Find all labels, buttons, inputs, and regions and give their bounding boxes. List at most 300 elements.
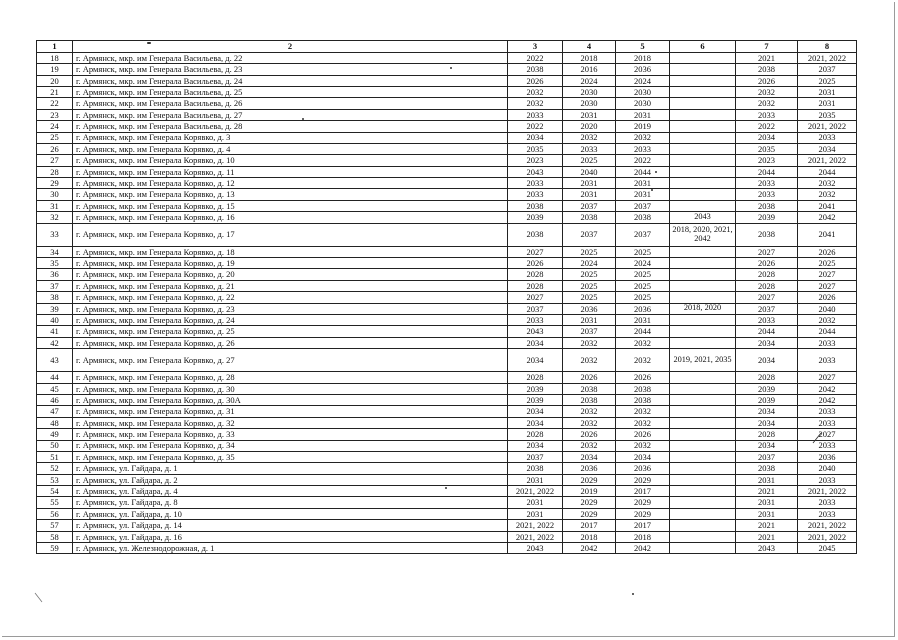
col3-cell: 2034 bbox=[508, 337, 563, 348]
address-cell: г. Армянск, ул. Гайдара, д. 1 bbox=[73, 463, 508, 474]
col3-cell: 2028 bbox=[508, 280, 563, 291]
col4-cell: 2030 bbox=[563, 98, 616, 109]
address-cell: г. Армянск, мкр. им Генерала Корявко, д. 25 bbox=[73, 326, 508, 337]
col3-cell: 2043 bbox=[508, 543, 563, 554]
address-cell: г. Армянск, мкр. им Генерала Корявко, д. 4 bbox=[73, 143, 508, 154]
header-cell-1: 1 bbox=[37, 41, 73, 53]
col8-cell: 2040 bbox=[798, 463, 857, 474]
table-row bbox=[37, 440, 857, 451]
col8-cell: 2042 bbox=[798, 394, 857, 405]
scan-speck bbox=[450, 67, 452, 69]
col5-cell: 2037 bbox=[616, 223, 670, 246]
row-number-cell: 40 bbox=[37, 315, 73, 326]
row-number-cell: 33 bbox=[37, 223, 73, 246]
col8-cell: 2031 bbox=[798, 86, 857, 97]
schedule-table bbox=[36, 40, 857, 554]
col6-cell bbox=[670, 52, 736, 63]
col3-cell: 2028 bbox=[508, 372, 563, 383]
col6-cell bbox=[670, 372, 736, 383]
table-row bbox=[37, 417, 857, 428]
table-row bbox=[37, 258, 857, 269]
col7-cell: 2038 bbox=[736, 223, 798, 246]
col8-cell: 2033 bbox=[798, 406, 857, 417]
col5-cell: 2032 bbox=[616, 440, 670, 451]
row-number-cell: 26 bbox=[37, 143, 73, 154]
col5-cell: 2034 bbox=[616, 451, 670, 462]
row-number-cell: 52 bbox=[37, 463, 73, 474]
col4-cell: 2036 bbox=[563, 463, 616, 474]
col7-cell: 2033 bbox=[736, 189, 798, 200]
table-row bbox=[37, 143, 857, 154]
row-number-cell: 20 bbox=[37, 75, 73, 86]
col7-cell: 2031 bbox=[736, 474, 798, 485]
col5-cell: 2025 bbox=[616, 269, 670, 280]
col4-cell: 2031 bbox=[563, 178, 616, 189]
col3-cell: 2043 bbox=[508, 326, 563, 337]
col8-cell: 2027 bbox=[798, 269, 857, 280]
col4-cell: 2038 bbox=[563, 394, 616, 405]
col3-cell: 2034 bbox=[508, 349, 563, 372]
col3-cell: 2038 bbox=[508, 64, 563, 75]
col5-cell: 2032 bbox=[616, 132, 670, 143]
col5-cell: 2031 bbox=[616, 109, 670, 120]
col5-cell: 2017 bbox=[616, 486, 670, 497]
col6-cell bbox=[670, 280, 736, 291]
address-cell: г. Армянск, ул. Гайдара, д. 16 bbox=[73, 531, 508, 542]
col4-cell: 2030 bbox=[563, 86, 616, 97]
row-number-cell: 30 bbox=[37, 189, 73, 200]
col8-cell: 2027 bbox=[798, 372, 857, 383]
table-row bbox=[37, 326, 857, 337]
col5-cell: 2025 bbox=[616, 246, 670, 257]
row-number-cell: 37 bbox=[37, 280, 73, 291]
col6-cell bbox=[670, 246, 736, 257]
col5-cell: 2024 bbox=[616, 75, 670, 86]
table-row bbox=[37, 383, 857, 394]
col8-cell: 2044 bbox=[798, 166, 857, 177]
col4-cell: 2025 bbox=[563, 155, 616, 166]
col8-cell: 2025 bbox=[798, 75, 857, 86]
table-row bbox=[37, 121, 857, 132]
col7-cell: 2037 bbox=[736, 303, 798, 314]
col8-cell: 2035 bbox=[798, 109, 857, 120]
col5-cell: 2036 bbox=[616, 463, 670, 474]
col4-cell: 2025 bbox=[563, 269, 616, 280]
col4-cell: 2034 bbox=[563, 451, 616, 462]
row-number-cell: 31 bbox=[37, 200, 73, 211]
row-number-cell: 39 bbox=[37, 303, 73, 314]
table-row bbox=[37, 246, 857, 257]
table-row bbox=[37, 372, 857, 383]
row-number-cell: 49 bbox=[37, 429, 73, 440]
table-row bbox=[37, 337, 857, 348]
row-number-cell: 19 bbox=[37, 64, 73, 75]
row-number-cell: 29 bbox=[37, 178, 73, 189]
row-number-cell: 23 bbox=[37, 109, 73, 120]
col3-cell: 2034 bbox=[508, 132, 563, 143]
table-row bbox=[37, 406, 857, 417]
col8-cell: 2026 bbox=[798, 292, 857, 303]
address-cell: г. Армянск, мкр. им Генерала Корявко, д. 26 bbox=[73, 337, 508, 348]
table-row bbox=[37, 64, 857, 75]
col5-cell: 2017 bbox=[616, 520, 670, 531]
table-row bbox=[37, 132, 857, 143]
table-row bbox=[37, 212, 857, 223]
col3-cell: 2034 bbox=[508, 440, 563, 451]
col4-cell: 2037 bbox=[563, 223, 616, 246]
col5-cell: 2036 bbox=[616, 303, 670, 314]
col3-cell: 2034 bbox=[508, 406, 563, 417]
col4-cell: 2031 bbox=[563, 109, 616, 120]
col6-cell bbox=[670, 75, 736, 86]
address-cell: г. Армянск, мкр. им Генерала Корявко, д. 18 bbox=[73, 246, 508, 257]
col4-cell: 2029 bbox=[563, 474, 616, 485]
col5-cell: 2029 bbox=[616, 474, 670, 485]
col5-cell: 2038 bbox=[616, 394, 670, 405]
table-row bbox=[37, 98, 857, 109]
address-cell: г. Армянск, мкр. им Генерала Васильева, д. 24 bbox=[73, 75, 508, 86]
col7-cell: 2028 bbox=[736, 280, 798, 291]
col3-cell: 2021, 2022 bbox=[508, 486, 563, 497]
col5-cell: 2032 bbox=[616, 406, 670, 417]
col7-cell: 2033 bbox=[736, 178, 798, 189]
address-cell: г. Армянск, мкр. им Генерала Корявко, д. 30 bbox=[73, 383, 508, 394]
address-cell: г. Армянск, ул. Гайдара, д. 10 bbox=[73, 508, 508, 519]
table-row bbox=[37, 109, 857, 120]
col5-cell: 2032 bbox=[616, 349, 670, 372]
address-cell: г. Армянск, мкр. им Генерала Корявко, д. 24 bbox=[73, 315, 508, 326]
col3-cell: 2037 bbox=[508, 303, 563, 314]
address-cell: г. Армянск, мкр. им Генерала Корявко, д. 15 bbox=[73, 200, 508, 211]
col3-cell: 2039 bbox=[508, 394, 563, 405]
col5-cell: 2019 bbox=[616, 121, 670, 132]
address-cell: г. Армянск, мкр. им Генерала Корявко, д. 17 bbox=[73, 223, 508, 246]
table-row bbox=[37, 303, 857, 314]
address-cell: г. Армянск, мкр. им Генерала Корявко, д. 20 bbox=[73, 269, 508, 280]
col5-cell: 2018 bbox=[616, 531, 670, 542]
col8-cell: 2027 bbox=[798, 429, 857, 440]
col5-cell: 2025 bbox=[616, 292, 670, 303]
col4-cell: 2040 bbox=[563, 166, 616, 177]
header-cell-5: 5 bbox=[616, 41, 670, 53]
table-row bbox=[37, 189, 857, 200]
row-number-cell: 27 bbox=[37, 155, 73, 166]
col7-cell: 2034 bbox=[736, 349, 798, 372]
col8-cell: 2037 bbox=[798, 64, 857, 75]
col6-cell bbox=[670, 143, 736, 154]
col5-cell: 2029 bbox=[616, 497, 670, 508]
col3-cell: 2043 bbox=[508, 166, 563, 177]
col4-cell: 2032 bbox=[563, 440, 616, 451]
scan-edge-mark bbox=[34, 592, 44, 604]
col7-cell: 2021 bbox=[736, 520, 798, 531]
col5-cell: 2036 bbox=[616, 64, 670, 75]
col3-cell: 2034 bbox=[508, 417, 563, 428]
col7-cell: 2037 bbox=[736, 451, 798, 462]
col7-cell: 2034 bbox=[736, 440, 798, 451]
address-cell: г. Армянск, мкр. им Генерала Корявко, д. 22 bbox=[73, 292, 508, 303]
col3-cell: 2038 bbox=[508, 463, 563, 474]
col6-cell bbox=[670, 474, 736, 485]
col4-cell: 2016 bbox=[563, 64, 616, 75]
address-cell: г. Армянск, мкр. им Генерала Васильева, д. 22 bbox=[73, 52, 508, 63]
row-number-cell: 35 bbox=[37, 258, 73, 269]
address-cell: г. Армянск, ул. Гайдара, д. 4 bbox=[73, 486, 508, 497]
table-row bbox=[37, 394, 857, 405]
table-row bbox=[37, 280, 857, 291]
table-row bbox=[37, 292, 857, 303]
col5-cell: 2026 bbox=[616, 429, 670, 440]
col8-cell: 2032 bbox=[798, 315, 857, 326]
scan-speck bbox=[302, 118, 304, 120]
col6-cell bbox=[670, 406, 736, 417]
col6-cell bbox=[670, 337, 736, 348]
col7-cell: 2033 bbox=[736, 109, 798, 120]
col7-cell: 2027 bbox=[736, 246, 798, 257]
col3-cell: 2035 bbox=[508, 143, 563, 154]
col6-cell bbox=[670, 508, 736, 519]
row-number-cell: 32 bbox=[37, 212, 73, 223]
row-number-cell: 24 bbox=[37, 121, 73, 132]
col5-cell: 2029 bbox=[616, 508, 670, 519]
table-row bbox=[37, 200, 857, 211]
address-cell: г. Армянск, мкр. им Генерала Корявко, д. 23 bbox=[73, 303, 508, 314]
table-row bbox=[37, 52, 857, 63]
address-cell: г. Армянск, ул. Гайдара, д. 14 bbox=[73, 520, 508, 531]
col5-cell: 2044 bbox=[616, 326, 670, 337]
table-row bbox=[37, 520, 857, 531]
row-number-cell: 34 bbox=[37, 246, 73, 257]
col7-cell: 2033 bbox=[736, 315, 798, 326]
col6-cell bbox=[670, 132, 736, 143]
row-number-cell: 22 bbox=[37, 98, 73, 109]
address-cell: г. Армянск, мкр. им Генерала Васильева, д. 26 bbox=[73, 98, 508, 109]
col6-cell: 2018, 2020 bbox=[670, 303, 736, 314]
row-number-cell: 36 bbox=[37, 269, 73, 280]
col8-cell: 2025 bbox=[798, 258, 857, 269]
table-row bbox=[37, 463, 857, 474]
row-number-cell: 53 bbox=[37, 474, 73, 485]
col6-cell bbox=[670, 417, 736, 428]
col7-cell: 2035 bbox=[736, 143, 798, 154]
col8-cell: 2033 bbox=[798, 440, 857, 451]
col8-cell: 2036 bbox=[798, 451, 857, 462]
address-cell: г. Армянск, ул. Гайдара, д. 2 bbox=[73, 474, 508, 485]
scan-speck bbox=[147, 42, 151, 44]
col8-cell: 2034 bbox=[798, 143, 857, 154]
col6-cell bbox=[670, 64, 736, 75]
col4-cell: 2025 bbox=[563, 292, 616, 303]
address-cell: г. Армянск, мкр. им Генерала Корявко, д. 28 bbox=[73, 372, 508, 383]
address-cell: г. Армянск, мкр. им Генерала Корявко, д. 11 bbox=[73, 166, 508, 177]
col7-cell: 2038 bbox=[736, 64, 798, 75]
col6-cell bbox=[670, 497, 736, 508]
row-number-cell: 41 bbox=[37, 326, 73, 337]
col7-cell: 2021 bbox=[736, 531, 798, 542]
header-cell-7: 7 bbox=[736, 41, 798, 53]
col6-cell bbox=[670, 86, 736, 97]
header-cell-4: 4 bbox=[563, 41, 616, 53]
col6-cell bbox=[670, 121, 736, 132]
col8-cell: 2041 bbox=[798, 223, 857, 246]
col8-cell: 2033 bbox=[798, 497, 857, 508]
col8-cell: 2033 bbox=[798, 132, 857, 143]
col6-cell bbox=[670, 98, 736, 109]
row-number-cell: 21 bbox=[37, 86, 73, 97]
address-cell: г. Армянск, мкр. им Генерала Корявко, д. 3 bbox=[73, 132, 508, 143]
col4-cell: 2038 bbox=[563, 212, 616, 223]
table-row bbox=[37, 75, 857, 86]
col3-cell: 2033 bbox=[508, 109, 563, 120]
table-row bbox=[37, 429, 857, 440]
table-row bbox=[37, 315, 857, 326]
col7-cell: 2044 bbox=[736, 166, 798, 177]
col3-cell: 2032 bbox=[508, 86, 563, 97]
col4-cell: 2031 bbox=[563, 315, 616, 326]
address-cell: г. Армянск, мкр. им Генерала Корявко, д. 35 bbox=[73, 451, 508, 462]
col4-cell: 2025 bbox=[563, 246, 616, 257]
row-number-cell: 28 bbox=[37, 166, 73, 177]
col7-cell: 2026 bbox=[736, 75, 798, 86]
col4-cell: 2018 bbox=[563, 531, 616, 542]
address-cell: г. Армянск, мкр. им Генерала Корявко, д. 16 bbox=[73, 212, 508, 223]
table-row bbox=[37, 223, 857, 246]
col3-cell: 2033 bbox=[508, 189, 563, 200]
col3-cell: 2038 bbox=[508, 223, 563, 246]
col7-cell: 2034 bbox=[736, 132, 798, 143]
col3-cell: 2022 bbox=[508, 52, 563, 63]
row-number-cell: 42 bbox=[37, 337, 73, 348]
header-cell-8: 8 bbox=[798, 41, 857, 53]
col7-cell: 2032 bbox=[736, 98, 798, 109]
address-cell: г. Армянск, мкр. им Генерала Корявко, д. 30А bbox=[73, 394, 508, 405]
table-row bbox=[37, 508, 857, 519]
row-number-cell: 47 bbox=[37, 406, 73, 417]
col4-cell: 2037 bbox=[563, 326, 616, 337]
table-row bbox=[37, 178, 857, 189]
col5-cell: 2018 bbox=[616, 52, 670, 63]
col7-cell: 2038 bbox=[736, 200, 798, 211]
table-row bbox=[37, 474, 857, 485]
col3-cell: 2028 bbox=[508, 269, 563, 280]
col8-cell: 2021, 2022 bbox=[798, 121, 857, 132]
col7-cell: 2023 bbox=[736, 155, 798, 166]
col6-cell bbox=[670, 451, 736, 462]
col8-cell: 2033 bbox=[798, 417, 857, 428]
col6-cell bbox=[670, 109, 736, 120]
address-cell: г. Армянск, мкр. им Генерала Корявко, д. 33 bbox=[73, 429, 508, 440]
col5-cell: 2031 bbox=[616, 178, 670, 189]
col5-cell: 2038 bbox=[616, 212, 670, 223]
col6-cell bbox=[670, 394, 736, 405]
col6-cell bbox=[670, 155, 736, 166]
table-row bbox=[37, 86, 857, 97]
col6-cell bbox=[670, 166, 736, 177]
col6-cell bbox=[670, 440, 736, 451]
col3-cell: 2038 bbox=[508, 200, 563, 211]
col3-cell: 2021, 2022 bbox=[508, 531, 563, 542]
col8-cell: 2042 bbox=[798, 383, 857, 394]
col6-cell bbox=[670, 531, 736, 542]
row-number-cell: 54 bbox=[37, 486, 73, 497]
address-cell: г. Армянск, мкр. им Генерала Корявко, д. 27 bbox=[73, 349, 508, 372]
col3-cell: 2022 bbox=[508, 121, 563, 132]
address-cell: г. Армянск, мкр. им Генерала Корявко, д. 10 bbox=[73, 155, 508, 166]
scan-speck bbox=[651, 189, 653, 191]
col8-cell: 2044 bbox=[798, 326, 857, 337]
col5-cell: 2031 bbox=[616, 189, 670, 200]
col7-cell: 2031 bbox=[736, 508, 798, 519]
col3-cell: 2026 bbox=[508, 75, 563, 86]
col3-cell: 2037 bbox=[508, 451, 563, 462]
col4-cell: 2024 bbox=[563, 258, 616, 269]
header-cell-6: 6 bbox=[670, 41, 736, 53]
address-cell: г. Армянск, мкр. им Генерала Корявко, д. 13 bbox=[73, 189, 508, 200]
col7-cell: 2034 bbox=[736, 417, 798, 428]
col5-cell: 2026 bbox=[616, 372, 670, 383]
col5-cell: 2032 bbox=[616, 337, 670, 348]
col5-cell: 2032 bbox=[616, 417, 670, 428]
col7-cell: 2026 bbox=[736, 258, 798, 269]
col5-cell: 2030 bbox=[616, 86, 670, 97]
row-number-cell: 38 bbox=[37, 292, 73, 303]
col4-cell: 2029 bbox=[563, 508, 616, 519]
col8-cell: 2032 bbox=[798, 189, 857, 200]
table-row bbox=[37, 155, 857, 166]
col8-cell: 2021, 2022 bbox=[798, 155, 857, 166]
col5-cell: 2038 bbox=[616, 383, 670, 394]
address-cell: г. Армянск, мкр. им Генерала Корявко, д. 31 bbox=[73, 406, 508, 417]
table-row bbox=[37, 451, 857, 462]
row-number-cell: 50 bbox=[37, 440, 73, 451]
col6-cell bbox=[670, 200, 736, 211]
address-cell: г. Армянск, мкр. им Генерала Васильева, д. 28 bbox=[73, 121, 508, 132]
col3-cell: 2031 bbox=[508, 508, 563, 519]
col7-cell: 2031 bbox=[736, 497, 798, 508]
col6-cell: 2018, 2020, 2021, 2042 bbox=[670, 223, 736, 246]
address-cell: г. Армянск, ул. Железнодорожная, д. 1 bbox=[73, 543, 508, 554]
table-row bbox=[37, 269, 857, 280]
col8-cell: 2032 bbox=[798, 178, 857, 189]
col4-cell: 2033 bbox=[563, 143, 616, 154]
col6-cell bbox=[670, 429, 736, 440]
table-row bbox=[37, 531, 857, 542]
col4-cell: 2032 bbox=[563, 132, 616, 143]
col7-cell: 2034 bbox=[736, 406, 798, 417]
col5-cell: 2037 bbox=[616, 200, 670, 211]
col6-cell bbox=[670, 383, 736, 394]
address-cell: г. Армянск, мкр. им Генерала Васильева, д. 27 bbox=[73, 109, 508, 120]
col8-cell: 2033 bbox=[798, 337, 857, 348]
col8-cell: 2021, 2022 bbox=[798, 531, 857, 542]
col4-cell: 2036 bbox=[563, 303, 616, 314]
col7-cell: 2039 bbox=[736, 383, 798, 394]
col3-cell: 2031 bbox=[508, 474, 563, 485]
address-cell: г. Армянск, мкр. им Генерала Васильева, д. 25 bbox=[73, 86, 508, 97]
col4-cell: 2038 bbox=[563, 383, 616, 394]
col8-cell: 2042 bbox=[798, 212, 857, 223]
scan-speck bbox=[655, 171, 657, 173]
col3-cell: 2032 bbox=[508, 98, 563, 109]
col3-cell: 2031 bbox=[508, 497, 563, 508]
col4-cell: 2018 bbox=[563, 52, 616, 63]
col7-cell: 2021 bbox=[736, 52, 798, 63]
col5-cell: 2033 bbox=[616, 143, 670, 154]
col7-cell: 2043 bbox=[736, 543, 798, 554]
row-number-cell: 25 bbox=[37, 132, 73, 143]
col8-cell: 2040 bbox=[798, 303, 857, 314]
col5-cell: 2025 bbox=[616, 280, 670, 291]
